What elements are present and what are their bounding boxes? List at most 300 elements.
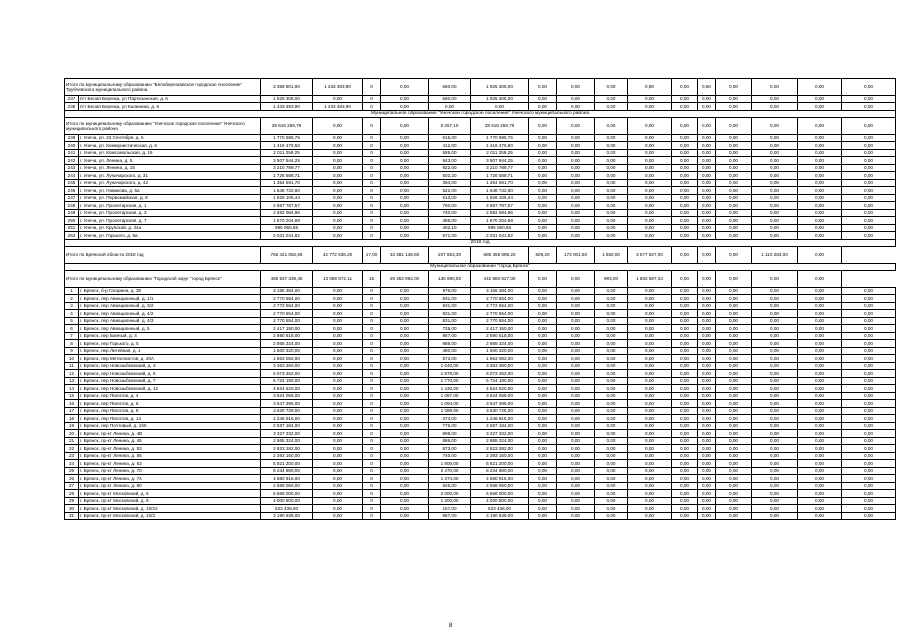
value-cell: 0,00	[752, 295, 798, 303]
section-header: Муниципальное образование "город Брянск"	[65, 263, 896, 271]
subtotal-cell: 0,90	[628, 79, 672, 96]
value-cell: 0	[363, 164, 381, 172]
row-number: 8	[65, 340, 79, 348]
row-number: 31	[65, 512, 79, 520]
table-row	[65, 362, 896, 370]
value-cell: 0,00	[557, 392, 595, 400]
value-cell: 0,00	[842, 317, 896, 325]
row-number: 26	[65, 475, 79, 483]
value-cell: 0,00	[529, 377, 557, 385]
value-cell: 0,00	[672, 355, 698, 363]
value-cell: 0,00	[672, 340, 698, 348]
value-cell: 0	[363, 467, 381, 475]
value-cell: 0,00	[595, 179, 628, 187]
value-cell: 0,00	[798, 490, 842, 498]
value-cell: 0,00	[716, 452, 752, 460]
value-cell: 0,00	[798, 392, 842, 400]
value-cell: 0,00	[842, 149, 896, 157]
value-cell: 0,00	[529, 512, 557, 520]
value-cell: 0,00	[842, 332, 896, 340]
value-cell: 0,00	[698, 217, 716, 225]
value-cell: 0,00	[595, 287, 628, 295]
value-cell: 0,00	[698, 490, 716, 498]
value-cell: 0,00	[628, 310, 672, 318]
value-cell: 725,00	[429, 325, 471, 333]
value-cell: 560,00	[429, 95, 471, 103]
value-cell: 0,00	[628, 422, 672, 430]
value-cell: 957,00	[429, 512, 471, 520]
value-cell: 0,00	[595, 310, 628, 318]
row-number: 30	[65, 505, 79, 513]
value-cell: 2 470,00	[429, 467, 471, 475]
value-cell: 0,00	[628, 400, 672, 408]
value-cell: 0,00	[381, 512, 429, 520]
value-cell: 0,00	[842, 302, 896, 310]
row-number: 237	[65, 95, 79, 103]
value-cell: 0,00	[842, 490, 896, 498]
value-cell: 0,00	[698, 392, 716, 400]
value-cell: 0,00	[798, 340, 842, 348]
value-cell: 0,00	[798, 347, 842, 355]
address-cell: г. Унеча, ул. 23 Сентября, д. 6	[79, 134, 261, 142]
value-cell: 2 770 554,00	[471, 310, 529, 318]
value-cell: 0,00	[381, 317, 429, 325]
subtotal-cell: 0,00	[716, 79, 752, 96]
value-cell: 0	[363, 445, 381, 453]
value-cell: 0,00	[698, 505, 716, 513]
value-cell: 3 647 396,00	[471, 400, 529, 408]
value-cell: 0,00	[842, 142, 896, 150]
value-cell: 2 417 150,00	[471, 325, 529, 333]
value-cell: 0,00	[798, 437, 842, 445]
value-cell: 0,00	[716, 505, 752, 513]
value-cell: 157,00	[429, 505, 471, 513]
row-number: 245	[65, 179, 79, 187]
capital-repair-table	[64, 78, 896, 520]
row-number: 27	[65, 482, 79, 490]
value-cell: 0,00	[313, 452, 363, 460]
value-cell: 0,00	[628, 497, 672, 505]
value-cell: 0,00	[798, 164, 842, 172]
value-cell: 3 210 789,77	[471, 164, 529, 172]
table-row	[65, 355, 896, 363]
subtotal-cell: 0,00	[557, 79, 595, 96]
value-cell: 0,00	[698, 172, 716, 180]
row-number: 252	[65, 232, 79, 240]
value-cell: 0	[363, 232, 381, 240]
value-cell: 0,00	[798, 332, 842, 340]
row-number: 18	[65, 415, 79, 423]
value-cell: 0,00	[381, 295, 429, 303]
value-cell: 0,00	[752, 164, 798, 172]
value-cell: 2 417 150,00	[261, 325, 313, 333]
value-cell: 0,00	[752, 332, 798, 340]
value-cell: 0,00	[716, 355, 752, 363]
value-cell: 0,00	[529, 452, 557, 460]
value-cell: 0,00	[716, 362, 752, 370]
table-row	[65, 179, 896, 187]
value-cell: 0,00	[752, 400, 798, 408]
value-cell: 4 624 620,00	[261, 385, 313, 393]
table-row	[65, 377, 896, 385]
value-cell: 0,00	[842, 172, 896, 180]
value-cell: 0,00	[595, 103, 628, 111]
address-cell: г. Унеча, ул. Пролетарская, д. 1	[79, 202, 261, 210]
value-cell: 0,00	[752, 340, 798, 348]
value-cell: 0,00	[595, 224, 628, 232]
value-cell: 0,00	[842, 407, 896, 415]
value-cell: 0,00	[842, 445, 896, 453]
value-cell: 0,00	[698, 202, 716, 210]
value-cell: 0,00	[529, 430, 557, 438]
value-cell: 0,00	[716, 325, 752, 333]
value-cell: 0	[363, 400, 381, 408]
value-cell: 0,00	[798, 325, 842, 333]
value-cell: 0,00	[557, 157, 595, 165]
value-cell: 1 648 732,60	[471, 187, 529, 195]
subtotal-cell: 13 086 872,11	[313, 271, 363, 288]
value-cell: 740,00	[429, 452, 471, 460]
address-cell: г. Брянск, пр-кт Ленина, д. 80	[79, 482, 261, 490]
value-cell: 0,00	[313, 317, 363, 325]
value-cell: 0,00	[672, 400, 698, 408]
value-cell: 0,00	[529, 482, 557, 490]
value-cell: 0,00	[595, 505, 628, 513]
subtotal-cell: 0,00	[529, 118, 557, 135]
value-cell: 0,00	[798, 460, 842, 468]
value-cell: 0,00	[595, 370, 628, 378]
value-cell: 0,00	[672, 157, 698, 165]
row-number: 15	[65, 392, 79, 400]
value-cell: 0,00	[381, 194, 429, 202]
value-cell: 0,00	[842, 482, 896, 490]
subtotal-cell: 28 619 259,79	[471, 118, 529, 135]
value-cell: 0,00	[752, 157, 798, 165]
value-cell: 394,00	[429, 179, 471, 187]
value-cell: 0	[363, 142, 381, 150]
value-cell: 2 667 787,57	[261, 202, 313, 210]
value-cell: 0,00	[672, 415, 698, 423]
value-cell: 0,00	[716, 347, 752, 355]
value-cell: 0,00	[628, 202, 672, 210]
value-cell: 0,00	[529, 370, 557, 378]
value-cell: 0	[363, 407, 381, 415]
value-cell: 0	[363, 452, 381, 460]
value-cell: 0,00	[842, 187, 896, 195]
value-cell: 0,00	[628, 103, 672, 111]
table-row	[65, 415, 896, 423]
value-cell: 0,00	[557, 172, 595, 180]
value-cell: 1 863 082,00	[261, 355, 313, 363]
value-cell: 0,00	[842, 355, 896, 363]
table-row	[65, 172, 896, 180]
value-cell: 0,00	[698, 482, 716, 490]
value-cell: 2 865 324,00	[261, 437, 313, 445]
value-cell: 886,00	[429, 437, 471, 445]
table-row	[65, 224, 896, 232]
value-cell: 2 393 160,00	[471, 452, 529, 460]
subtotal-cell: 3 577 827,00	[628, 247, 672, 264]
value-cell: 522,00	[429, 187, 471, 195]
value-cell: 0,00	[716, 142, 752, 150]
value-cell: 760,00	[429, 202, 471, 210]
subtotal-cell: 0	[363, 118, 381, 135]
value-cell: 0,00	[628, 224, 672, 232]
value-cell: 0,00	[798, 452, 842, 460]
value-cell: 1 726 588,71	[261, 172, 313, 180]
subtotal-cell: 1 650,00	[595, 247, 628, 264]
value-cell: 0,00	[716, 340, 752, 348]
table-row	[65, 317, 896, 325]
address-cell: пгт Белая Березка, ул Калинина, д. 6	[79, 103, 261, 111]
value-cell: 0,00	[529, 475, 557, 483]
value-cell: 0,00	[798, 362, 842, 370]
value-cell: 0,00	[798, 445, 842, 453]
value-cell: 8 234 880,00	[471, 467, 529, 475]
value-cell: 0,00	[313, 157, 363, 165]
value-cell: 671,00	[429, 232, 471, 240]
value-cell: 0,00	[628, 392, 672, 400]
value-cell: 0,00	[842, 385, 896, 393]
value-cell: 0	[363, 437, 381, 445]
value-cell: 0,00	[672, 172, 698, 180]
value-cell: 0,00	[529, 505, 557, 513]
value-cell: 0,00	[595, 355, 628, 363]
value-cell: 0,00	[529, 142, 557, 150]
table-row	[65, 475, 896, 483]
value-cell: 0	[363, 194, 381, 202]
value-cell: 0,00	[595, 232, 628, 240]
table-row	[65, 325, 896, 333]
value-cell: 0,00	[628, 407, 672, 415]
value-cell: 0,00	[752, 325, 798, 333]
subtotal-cell: 0,00	[798, 79, 842, 96]
value-cell: 0	[363, 332, 381, 340]
address-cell: г. Унеча, ул. Горького, д. 8а	[79, 232, 261, 240]
value-cell: 0,00	[595, 497, 628, 505]
value-cell: 825,00	[429, 482, 471, 490]
value-cell: 0	[363, 103, 381, 111]
value-cell: 0,00	[529, 202, 557, 210]
value-cell: 0,00	[752, 482, 798, 490]
value-cell: 0,00	[628, 317, 672, 325]
value-cell: 0,00	[628, 325, 672, 333]
value-cell: 0,00	[381, 475, 429, 483]
value-cell: 5 724 180,00	[261, 377, 313, 385]
subtotal-cell: 0,00	[798, 247, 842, 264]
value-cell: 0,00	[557, 302, 595, 310]
value-cell: 0,00	[529, 325, 557, 333]
value-cell: 0,00	[313, 310, 363, 318]
value-cell: 0,00	[798, 475, 842, 483]
value-cell: 0,00	[842, 362, 896, 370]
value-cell: 0,00	[698, 355, 716, 363]
value-cell: 0,00	[381, 232, 429, 240]
subtotal-cell: 0,00	[698, 271, 716, 288]
value-cell: 1 430,00	[429, 385, 471, 393]
value-cell: 0,00	[842, 157, 896, 165]
value-cell: 3 190 638,00	[471, 512, 529, 520]
subtotal-cell: 28 619 259,79	[261, 118, 313, 135]
value-cell: 0	[363, 392, 381, 400]
value-cell: 0,00	[672, 362, 698, 370]
value-cell: 0,00	[752, 194, 798, 202]
row-number: 13	[65, 377, 79, 385]
value-cell: 0	[363, 505, 381, 513]
address-cell: г. Унеча, ул. Коммунистическая, д. 6	[79, 142, 261, 150]
row-number: 251	[65, 224, 79, 232]
value-cell: 0,00	[698, 460, 716, 468]
table-row	[65, 340, 896, 348]
value-cell: 0,00	[628, 187, 672, 195]
value-cell: 0,00	[557, 224, 595, 232]
value-cell: 3 624 058,00	[261, 392, 313, 400]
value-cell: 0	[363, 490, 381, 498]
value-cell: 831,00	[429, 317, 471, 325]
value-cell: 0,00	[716, 287, 752, 295]
value-cell: 0,00	[698, 149, 716, 157]
value-cell: 3 630 728,00	[471, 407, 529, 415]
page-number: 8	[449, 623, 453, 629]
value-cell: 1 354 591,70	[471, 179, 529, 187]
value-cell: 943,00	[429, 157, 471, 165]
value-cell: 0,00	[313, 95, 363, 103]
value-cell: 0,00	[313, 370, 363, 378]
value-cell: 0,00	[672, 392, 698, 400]
subtotal-row	[65, 271, 896, 288]
value-cell: 0,00	[595, 475, 628, 483]
value-cell: 0,00	[313, 224, 363, 232]
value-cell: 2 000,00	[429, 490, 471, 498]
value-cell: 0,00	[595, 95, 628, 103]
value-cell: 0,00	[698, 377, 716, 385]
value-cell: 0,00	[842, 512, 896, 520]
value-cell: 3 210 789,77	[261, 164, 313, 172]
address-cell: г. Брянск, пер Почтовый, д. 160	[79, 422, 261, 430]
value-cell: 0,00	[698, 475, 716, 483]
value-cell: 0,00	[842, 347, 896, 355]
row-number: 7	[65, 332, 79, 340]
subtotal-cell: 29 453 962,00	[381, 271, 429, 288]
value-cell: 0,00	[381, 415, 429, 423]
value-cell: 0,00	[672, 437, 698, 445]
registry-sheet	[64, 78, 895, 520]
row-number: 22	[65, 445, 79, 453]
value-cell: 2 682 084,96	[261, 209, 313, 217]
section-header: 2018 год	[65, 239, 896, 247]
value-cell: 0,00	[842, 460, 896, 468]
address-cell: г. Брянск, пр-кт Ленина, д. 63	[79, 460, 261, 468]
value-cell: 3 166 384,00	[471, 287, 529, 295]
value-cell: 0,00	[381, 332, 429, 340]
value-cell: 0,00	[595, 377, 628, 385]
value-cell: 0,00	[628, 340, 672, 348]
value-cell: 0,00	[313, 392, 363, 400]
value-cell: 374,00	[429, 415, 471, 423]
table-row	[65, 452, 896, 460]
table-row	[65, 157, 896, 165]
value-cell: 0,00	[313, 332, 363, 340]
subtotal-cell: 0,00	[313, 118, 363, 135]
value-cell: 0,00	[716, 187, 752, 195]
value-cell: 0,00	[716, 202, 752, 210]
value-cell: 886,00	[429, 340, 471, 348]
value-cell: 0,00	[842, 415, 896, 423]
value-cell: 0,00	[557, 437, 595, 445]
value-cell: 0,00	[752, 209, 798, 217]
value-cell: 0,00	[716, 164, 752, 172]
value-cell: 873,00	[429, 445, 471, 453]
value-cell: 0,00	[313, 437, 363, 445]
value-cell: 485,00	[429, 217, 471, 225]
row-number: 250	[65, 217, 79, 225]
value-cell: 0,00	[313, 377, 363, 385]
value-cell: 0,00	[529, 149, 557, 157]
value-cell: 0,00	[672, 422, 698, 430]
table-row	[65, 95, 896, 103]
value-cell: 8 234 880,00	[261, 467, 313, 475]
subtotal-cell: 0,00	[557, 118, 595, 135]
value-cell: 0,00	[313, 490, 363, 498]
subtotal-row	[65, 79, 896, 96]
value-cell: 2 890 518,00	[471, 332, 529, 340]
value-cell: 0,00	[529, 392, 557, 400]
value-cell: 0,00	[557, 475, 595, 483]
value-cell: 0,00	[842, 194, 896, 202]
value-cell: 0,00	[595, 302, 628, 310]
value-cell: 523 438,00	[471, 505, 529, 513]
value-cell: 0,00	[529, 232, 557, 240]
value-cell: 0,00	[716, 460, 752, 468]
address-cell: г. Брянск, пер Авиационный, д. 1/1	[79, 295, 261, 303]
value-cell: 0,00	[628, 467, 672, 475]
address-cell: г. Брянск, пер Литейная, д. 1	[79, 347, 261, 355]
value-cell: 0,00	[529, 347, 557, 355]
value-cell: 0,00	[698, 400, 716, 408]
value-cell: 2 668 050,00	[261, 482, 313, 490]
value-cell: 0,00	[752, 437, 798, 445]
table-body	[65, 79, 896, 520]
value-cell: 0,00	[313, 430, 363, 438]
value-cell: 0	[363, 95, 381, 103]
value-cell: 0,00	[313, 172, 363, 180]
table-row	[65, 385, 896, 393]
value-cell: 0,00	[557, 505, 595, 513]
row-number: 249	[65, 209, 79, 217]
row-number: 5	[65, 317, 79, 325]
value-cell: 0,00	[716, 497, 752, 505]
value-cell: 0,00	[752, 134, 798, 142]
value-cell: 0,00	[313, 467, 363, 475]
table-row	[65, 460, 896, 468]
value-cell: 0,00	[381, 407, 429, 415]
value-cell: 0,00	[529, 224, 557, 232]
value-cell: 0,00	[557, 497, 595, 505]
value-cell: 0,00	[698, 134, 716, 142]
row-number: 4	[65, 310, 79, 318]
address-cell: г. Брянск, пер Авиационный, д. 4/2	[79, 310, 261, 318]
value-cell: 0,00	[595, 164, 628, 172]
value-cell: 0,00	[529, 467, 557, 475]
value-cell: 0,00	[595, 422, 628, 430]
value-cell: 0,00	[698, 467, 716, 475]
subtotal-cell: 0,00	[752, 79, 798, 96]
value-cell: 0,00	[842, 310, 896, 318]
value-cell: 1 770 595,75	[471, 134, 529, 142]
value-cell: 0,00	[698, 415, 716, 423]
value-cell: 0,00	[842, 467, 896, 475]
value-cell: 2 668 050,00	[471, 482, 529, 490]
